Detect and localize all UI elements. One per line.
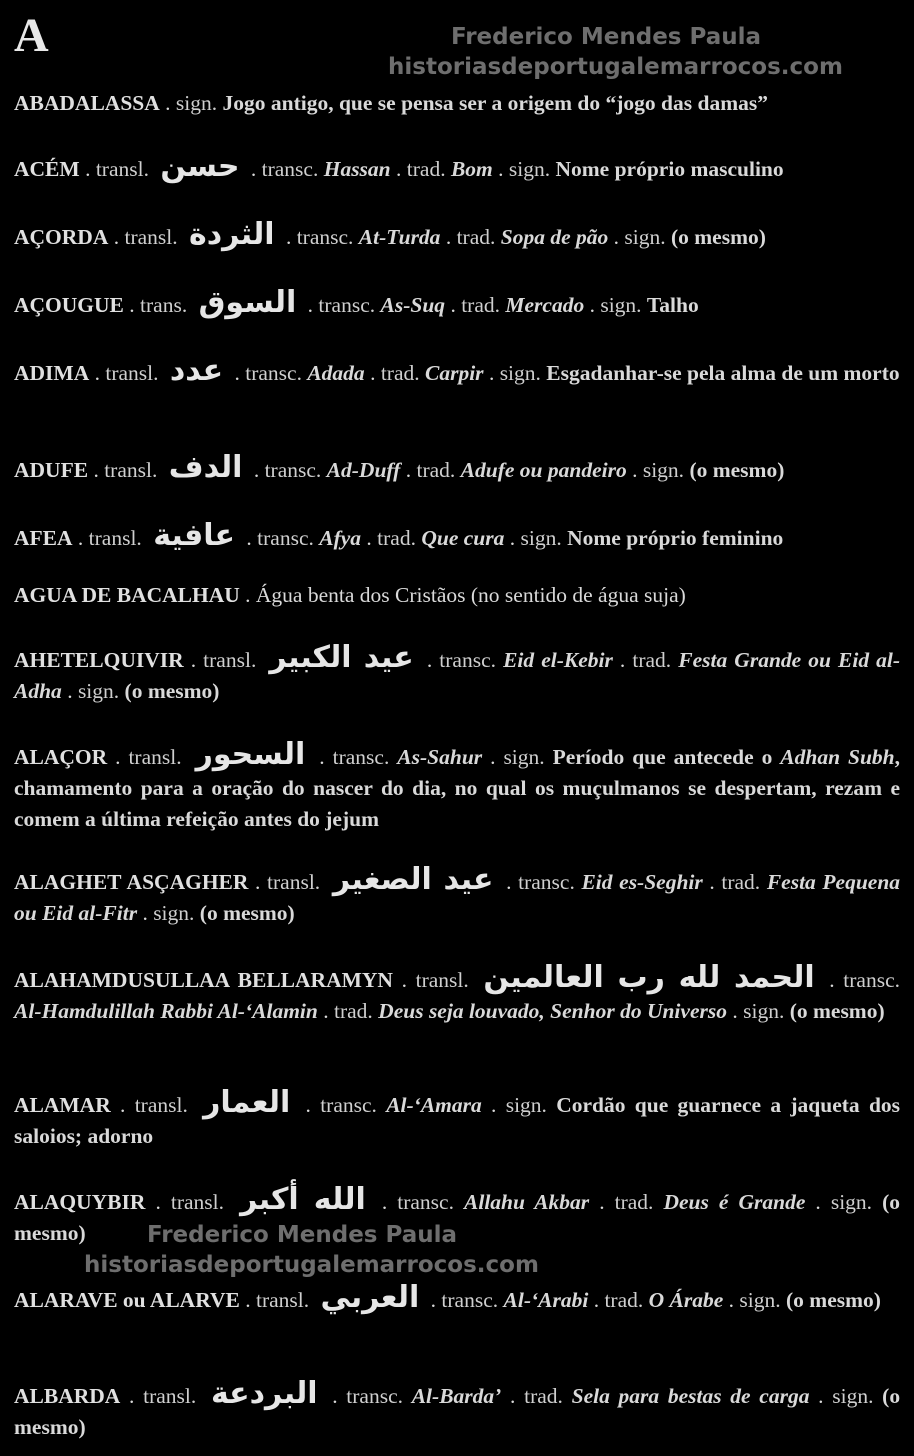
sign-label: sign. <box>739 1288 781 1312</box>
watermark-middle <box>84 1220 539 1280</box>
entry-ahetelquivir: AHETELQUIVIR . transl. عيد الكبير . transc. Eid el-Kebir . trad. Festa Grande ou Eid al-Adha . sign. (o mesmo) <box>14 640 901 703</box>
watermark-author: Frederico Mendes Paula <box>146 1222 458 1248</box>
entry-trad: O Árabe <box>648 1288 724 1312</box>
transl-label: transl. <box>415 968 469 992</box>
entry-acem: ACÉM . transl. حسن . transc. Hassan . trad. Bom . sign. Nome próprio masculino <box>14 149 784 184</box>
transl-label: transl. <box>143 1384 197 1408</box>
entry-plain: Água benta dos Cristãos (no sentido de água suja) <box>255 583 686 607</box>
entry-sign: Jogo antigo, que se pensa ser a origem do “jogo das damas” <box>222 91 768 115</box>
entry-sign: Nome próprio masculino <box>555 157 784 181</box>
trans-label: trans. <box>140 293 188 317</box>
entry-head: ACÉM <box>14 157 80 181</box>
entry-trad: Deus seja louvado, Senhor do Universo <box>378 999 727 1023</box>
entry-agua-de-bacalhau: AGUA DE BACALHAU . Água benta dos Cristãos (no sentido de água suja) <box>14 583 686 607</box>
transl-label: transl. <box>95 157 149 181</box>
entry-arabic: الثردة <box>189 217 275 252</box>
entry-trad: Festa Pequena ou Eid al-Fitr <box>14 870 901 925</box>
entry-sign: (o mesmo) <box>786 1288 881 1312</box>
sign-label: sign. <box>77 679 120 703</box>
entry-head: ALAGHET ASÇAGHER <box>14 870 249 894</box>
trad-label: trad. <box>416 458 456 482</box>
transc-label: transc. <box>441 1288 499 1312</box>
transl-label: transl. <box>128 745 182 769</box>
transl-label: transl. <box>134 1093 188 1117</box>
transl-label: transl. <box>267 870 321 894</box>
trad-label: trad. <box>380 361 420 385</box>
sign-label: sign. <box>600 293 642 317</box>
entry-transc: Afya <box>319 526 362 550</box>
transl-label: transl. <box>104 458 158 482</box>
entry-head: ALAHAMDUSULLAA BELLARAMYN <box>14 968 393 992</box>
entry-trad: Que cura <box>421 526 505 550</box>
entry-head: ABADALASSA <box>14 91 160 115</box>
trad-label: trad. <box>333 999 373 1023</box>
trad-label: trad. <box>604 1288 644 1312</box>
sign-label: sign. <box>153 901 195 925</box>
watermark-top <box>388 22 843 82</box>
entry-arabic: العربي <box>320 1280 420 1315</box>
transc-label: transc. <box>397 1190 454 1214</box>
entry-transc: Al-Hamdulillah Rabbi Al-‘Alamin <box>14 999 318 1023</box>
entry-arabic: السوق <box>198 285 297 320</box>
sign-label: sign. <box>830 1190 873 1214</box>
entry-albarda: ALBARDA . transl. البردعة . transc. Al-Barda’ . trad. Sela para bestas de carga . sign. (o mesmo) <box>14 1376 901 1439</box>
entry-head: ALAÇOR <box>14 745 108 769</box>
trad-label: trad. <box>524 1384 563 1408</box>
watermark-site: historiasdeportugalemarrocos.com <box>388 54 843 80</box>
entry-arabic: عدد <box>169 353 224 388</box>
sign-label: sign. <box>832 1384 874 1408</box>
entry-sign: (o mesmo) <box>14 1190 901 1245</box>
transc-label: transc. <box>245 361 302 385</box>
entry-arabic: العمار <box>203 1085 291 1120</box>
entry-sign: (o mesmo) <box>689 458 785 482</box>
entry-transc: Hassan <box>323 157 391 181</box>
entry-transc: As-Suq <box>380 293 446 317</box>
watermark-site: historiasdeportugalemarrocos.com <box>84 1252 539 1278</box>
transc-label: transc. <box>843 968 901 992</box>
transc-label: transc. <box>332 745 390 769</box>
entry-transc: Ad-Duff <box>326 458 401 482</box>
entry-sign: Nome próprio feminino <box>567 526 784 550</box>
trad-label: trad. <box>632 648 672 672</box>
entry-alarave-ou-alarve: ALARAVE ou ALARVE . transl. العربي . transc. Al-‘Arabi . trad. O Árabe . sign. (o mesmo) <box>14 1280 881 1315</box>
entry-adufe: ADUFE . transl. الدف . transc. Ad-Duff . trad. Adufe ou pandeiro . sign. (o mesmo) <box>14 450 785 485</box>
entry-trad: Adufe ou pandeiro <box>460 458 627 482</box>
entry-acorda: AÇORDA . transl. الثردة . transc. At-Turda . trad. Sopa de pão . sign. (o mesmo) <box>14 217 766 252</box>
entry-arabic: الله أكبر <box>240 1182 366 1217</box>
entry-transc: Al-‘Amara <box>386 1093 482 1117</box>
entry-sign-rest: , chamamento para a oração do nascer do dia, no qual os muçulmanos se despertam, rezam e comem a última refeição antes do jejum <box>14 745 900 831</box>
entry-alaghet-ascagher: ALAGHET ASÇAGHER . transl. عيد الصغير . transc. Eid es-Seghir . trad. Festa Pequena ou Eid al-Fitr . sign. (o mesmo) <box>14 862 901 925</box>
transc-label: transc. <box>257 526 314 550</box>
sign-label: sign. <box>175 91 218 115</box>
sign-label: sign. <box>499 361 541 385</box>
transc-label: transc. <box>518 870 575 894</box>
entry-trad: Bom <box>450 157 493 181</box>
entry-trad: Sopa de pão <box>500 225 609 249</box>
entry-transc: Eid es-Seghir <box>581 870 703 894</box>
entry-head: AÇORDA <box>14 225 109 249</box>
transl-label: transl. <box>255 1288 310 1312</box>
entry-arabic: عيد الكبير <box>269 640 414 675</box>
entry-arabic: البردعة <box>210 1376 318 1411</box>
entry-head: AGUA DE BACALHAU <box>14 583 240 607</box>
trad-label: trad. <box>721 870 761 894</box>
entry-arabic: السحور <box>195 737 306 772</box>
entry-head: ALARAVE ou ALARVE <box>14 1288 240 1312</box>
sign-label: sign. <box>743 999 785 1023</box>
entry-alamar: ALAMAR . transl. العمار . transc. Al-‘Amara . sign. Cordão que guarnece a jaqueta dos saloios; adorno <box>14 1085 901 1148</box>
entry-arabic: الدف <box>168 450 243 485</box>
entry-head: ALBARDA <box>14 1384 121 1408</box>
entry-head: ADUFE <box>14 458 89 482</box>
entry-arabic: عيد الصغير <box>332 862 494 897</box>
sign-label: sign. <box>520 526 562 550</box>
entry-adima: ADIMA . transl. عدد . transc. Adada . trad. Carpir . sign. Esgadanhar-se pela alma de um morto <box>14 353 900 388</box>
trad-label: trad. <box>456 225 496 249</box>
entry-head: AFEA <box>14 526 73 550</box>
section-letter: A <box>14 9 49 62</box>
entry-transc: At-Turda <box>358 225 441 249</box>
entry-head: ALAMAR <box>14 1093 111 1117</box>
entry-afea: AFEA . transl. عافية . transc. Afya . trad. Que cura . sign. Nome próprio feminino <box>14 518 784 553</box>
entry-alahamdusullaa-bellaramyn: ALAHAMDUSULLAA BELLARAMYN . transl. الحمد لله رب العالمين . transc. Al-Hamdulillah Rabbi Al-‘Alamin . trad. Deus seja louvado, Senhor do Universo . sign. (o mesmo) <box>14 960 901 1023</box>
transc-label: transc. <box>296 225 354 249</box>
entry-transc: Al-Barda’ <box>411 1384 502 1408</box>
transl-label: transl. <box>105 361 159 385</box>
entry-sign: Cordão que guarnece a jaqueta dos saloios; adorno <box>14 1093 901 1148</box>
entry-acougue: AÇOUGUE . trans. السوق . transc. As-Suq . trad. Mercado . sign. Talho <box>14 285 699 320</box>
entry-transc: Adada <box>307 361 365 385</box>
entry-trad: Carpir <box>425 361 484 385</box>
entry-sign: Talho <box>646 293 699 317</box>
transl-label: transl. <box>124 225 178 249</box>
sign-label: sign. <box>642 458 685 482</box>
entry-sign: (o mesmo) <box>199 901 295 925</box>
entry-sign: Esgadanhar-se pela alma de um morto <box>546 361 900 385</box>
trad-label: trad. <box>377 526 416 550</box>
entry-trad: Festa Grande ou Eid al-Adha <box>14 648 901 703</box>
entry-trad: Mercado <box>505 293 585 317</box>
entry-head: AÇOUGUE <box>14 293 124 317</box>
transc-label: transc. <box>264 458 322 482</box>
entry-sign: (o mesmo) <box>789 999 885 1023</box>
entry-sign-term: Adhan Subh <box>780 745 895 769</box>
entry-transc: Eid el-Kebir <box>503 648 613 672</box>
transc-label: transc. <box>320 1093 377 1117</box>
entry-transc: Al-‘Arabi <box>503 1288 589 1312</box>
entry-head: ADIMA <box>14 361 90 385</box>
sign-label: sign. <box>503 745 545 769</box>
entry-transc: As-Sahur <box>397 745 483 769</box>
transc-label: transc. <box>346 1384 404 1408</box>
entry-trad: Deus é Grande <box>663 1190 806 1214</box>
entry-trad: Sela para bestas de carga <box>571 1384 810 1408</box>
entry-arabic: حسن <box>160 149 240 184</box>
trad-label: trad. <box>461 293 500 317</box>
trad-label: trad. <box>406 157 446 181</box>
transc-label: transc. <box>439 648 496 672</box>
entry-abadalassa: ABADALASSA . sign. Jogo antigo, que se pensa ser a origem do “jogo das damas” <box>14 91 768 115</box>
transl-label: transl. <box>203 648 257 672</box>
trad-label: trad. <box>614 1190 654 1214</box>
entry-arabic: الحمد لله رب العالمين <box>483 960 815 995</box>
transl-label: transl. <box>170 1190 225 1214</box>
transl-label: transl. <box>88 526 142 550</box>
transc-label: transc. <box>261 157 319 181</box>
watermark-author: Frederico Mendes Paula <box>450 24 762 50</box>
entry-head: AHETELQUIVIR <box>14 648 184 672</box>
entry-sign: (o mesmo) <box>124 679 220 703</box>
transc-label: transc. <box>318 293 376 317</box>
entry-sign: (o mesmo) <box>670 225 766 249</box>
sign-label: sign. <box>505 1093 547 1117</box>
entry-sign: (o mesmo) <box>14 1384 901 1439</box>
entry-alacor: ALAÇOR . transl. السحور . transc. As-Sahur . sign. Período que antecede o Adhan Subh, chamamento para a oração do nascer do dia, no qual os muçulmanos se despertam, rezam e comem a última refeição antes do jejum <box>14 737 900 831</box>
entry-alaquybir: ALAQUYBIR . transl. الله أكبر . transc. Allahu Akbar . trad. Deus é Grande . sign. (o mesmo) <box>14 1182 901 1245</box>
entry-arabic: عافية <box>153 518 236 553</box>
entry-transc: Allahu Akbar <box>464 1190 590 1214</box>
entry-sign: Período que antecede o <box>552 745 773 769</box>
sign-label: sign. <box>508 157 551 181</box>
sign-label: sign. <box>624 225 666 249</box>
entry-head: ALAQUYBIR <box>14 1190 146 1214</box>
